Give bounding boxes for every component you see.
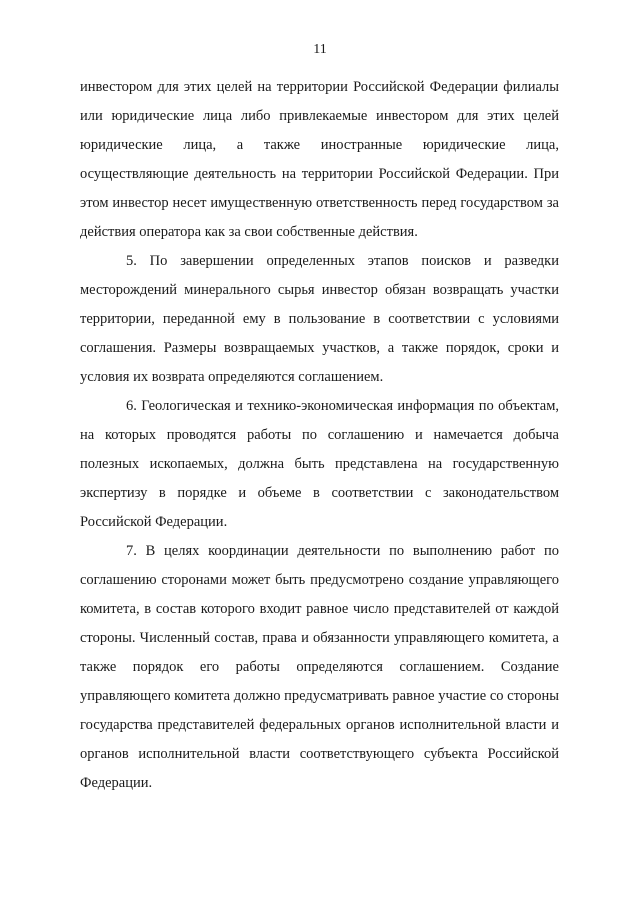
paragraph-5: 5. По завершении определенных этапов поисков и разведки месторождений минерального сырья инвестор обязан возвращать участки территории, переданной ему в пользование в соответствии с условиями соглашения. Размеры возвращаемых участков, а также порядок, сроки и условия их возврата определяются соглашением. <box>80 253 559 385</box>
document-body <box>80 73 559 798</box>
page-number: 11 <box>313 42 327 57</box>
paragraph-6: 6. Геологическая и технико-экономическая информация по объектам, на которых проводятся работы по соглашению и намечается добыча полезных ископаемых, должна быть представлена на государственную экспертизу в порядке и объеме в соответствии с законодательством Российской Федерации. <box>80 398 559 530</box>
paragraph-continuation: инвестором для этих целей на территории Российской Федерации филиалы или юридические лица либо привлекаемые инвестором для этих целей юридические лица, а также иностранные юридические лица, осуществляющие деятельность на территории Российской Федерации. При этом инвестор несет имущественную ответственность перед государством за действия оператора как за свои собственные действия. <box>80 79 559 240</box>
paragraph-7: 7. В целях координации деятельности по выполнению работ по соглашению сторонами может быть предусмотрено создание управляющего комитета, в состав которого входит равное число представителей от каждой стороны. Численный состав, права и обязанности управляющего комитета, а также порядок его работы определяются соглашением. Создание управляющего комитета должно предусматривать равное участие со стороны государства представителей федеральных органов исполнительной власти и органов исполнительной власти соответствующего субъекта Российской Федерации. <box>80 543 559 791</box>
